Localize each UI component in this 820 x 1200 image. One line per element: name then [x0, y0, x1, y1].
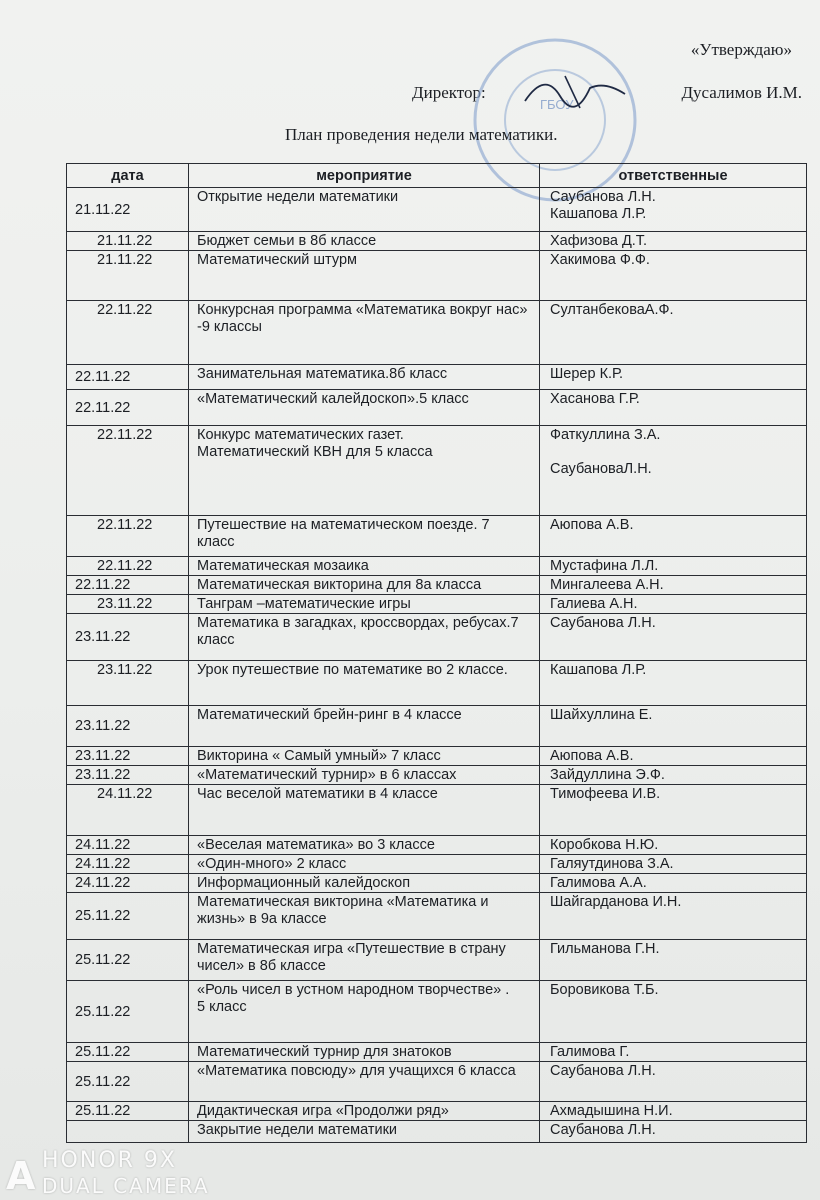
table-cell-event: Математическая игра «Путешествие в страну чисел» в 8б классе — [189, 940, 540, 981]
table-cell-responsible: СултанбековаА.Ф. — [540, 301, 807, 365]
table-cell-event: Урок путешествие по математике во 2 классе. — [189, 661, 540, 706]
table-cell-event: Открытие недели математики — [189, 188, 540, 232]
table-cell-date: 21.11.22 — [67, 251, 189, 301]
table-cell-responsible: Хафизова Д.Т. — [540, 232, 807, 251]
table-cell-event: Математическая викторина «Математика и жизнь» в 9а классе — [189, 893, 540, 940]
table-cell-responsible: Гильманова Г.Н. — [540, 940, 807, 981]
watermark-model: HONOR 9X — [42, 1148, 177, 1173]
table-cell-responsible: Зайдуллина Э.Ф. — [540, 766, 807, 785]
table-row — [67, 836, 807, 855]
table-cell-event: Информационный калейдоскоп — [189, 874, 540, 893]
table-row — [67, 426, 807, 516]
table-cell-date: 25.11.22 — [67, 981, 189, 1043]
table-cell-date: 23.11.22 — [67, 706, 189, 747]
honor-logo-icon: A — [6, 1154, 36, 1198]
approval-heading: «Утверждаю» — [690, 40, 792, 59]
director-signature — [520, 66, 630, 116]
table-cell-event: «Роль чисел в устном народном творчестве» . 5 класс — [189, 981, 540, 1043]
table-cell-responsible: Саубанова Л.Н. — [540, 614, 807, 661]
table-cell-date: 25.11.22 — [67, 1102, 189, 1121]
table-cell-responsible: Фаткуллина З.А. СаубановаЛ.Н. — [540, 426, 807, 516]
table-row — [67, 1062, 807, 1102]
stamp-text: ГБОУ — [540, 97, 574, 112]
table-cell-event: Танграм –математические игры — [189, 595, 540, 614]
table-cell-date: 22.11.22 — [67, 576, 189, 595]
table-cell-date: 25.11.22 — [67, 940, 189, 981]
table-row — [67, 706, 807, 747]
table-cell-date: 25.11.22 — [67, 1062, 189, 1102]
table-row — [67, 661, 807, 706]
table-row — [67, 232, 807, 251]
table-cell-event: Конкурсная программа «Математика вокруг нас» -9 классы — [189, 301, 540, 365]
table-cell-date: 25.11.22 — [67, 893, 189, 940]
table-cell-responsible: Аюпова А.В. — [540, 747, 807, 766]
table-cell-event: Закрытие недели математики — [189, 1121, 540, 1143]
table-cell-date: 23.11.22 — [67, 595, 189, 614]
table-row — [67, 576, 807, 595]
table-cell-date: 21.11.22 — [67, 188, 189, 232]
table-cell-event: «Веселая математика» во 3 классе — [189, 836, 540, 855]
column-header-responsible: ответственные — [540, 164, 807, 188]
table-cell-responsible: Саубанова Л.Н. — [540, 1062, 807, 1102]
table-cell-event: Занимательная математика.8б класс — [189, 365, 540, 390]
table-row — [67, 1102, 807, 1121]
table-row — [67, 1121, 807, 1143]
table-cell-responsible: Мингалеева А.Н. — [540, 576, 807, 595]
table-row — [67, 747, 807, 766]
table-cell-date: 22.11.22 — [67, 557, 189, 576]
table-cell-date: 23.11.22 — [67, 614, 189, 661]
table-row — [67, 595, 807, 614]
table-row — [67, 365, 807, 390]
table-cell-date: 23.11.22 — [67, 661, 189, 706]
table-row — [67, 614, 807, 661]
table-row — [67, 188, 807, 232]
table-cell-date: 22.11.22 — [67, 516, 189, 557]
table-row — [67, 390, 807, 426]
table-cell-event: Дидактическая игра «Продолжи ряд» — [189, 1102, 540, 1121]
plan-table — [66, 163, 807, 1143]
table-cell-responsible: Кашапова Л.Р. — [540, 661, 807, 706]
table-cell-responsible: Аюпова А.В. — [540, 516, 807, 557]
table-cell-responsible: Галяутдинова З.А. — [540, 855, 807, 874]
table-row — [67, 940, 807, 981]
table-cell-event: «Математический турнир» в 6 классах — [189, 766, 540, 785]
table-cell-responsible: Коробкова Н.Ю. — [540, 836, 807, 855]
table-cell-event: Математическая мозаика — [189, 557, 540, 576]
table-row — [67, 893, 807, 940]
table-cell-responsible: Хакимова Ф.Ф. — [540, 251, 807, 301]
table-header-row — [67, 164, 807, 188]
column-header-event: мероприятие — [189, 164, 540, 188]
table-row — [67, 874, 807, 893]
table-cell-responsible: Саубанова Л.Н. Кашапова Л.Р. — [540, 188, 807, 232]
table-cell-responsible: Галимова Г. — [540, 1043, 807, 1062]
table-cell-date: 23.11.22 — [67, 747, 189, 766]
table-cell-responsible: Шерер К.Р. — [540, 365, 807, 390]
table-cell-event: «Один-много» 2 класс — [189, 855, 540, 874]
table-cell-date: 21.11.22 — [67, 232, 189, 251]
table-cell-event: Математика в загадках, кроссвордах, ребусах.7 класс — [189, 614, 540, 661]
table-row — [67, 1043, 807, 1062]
table-cell-event: Математическая викторина для 8а класса — [189, 576, 540, 595]
table-cell-date: 23.11.22 — [67, 766, 189, 785]
table-row — [67, 785, 807, 836]
table-row — [67, 981, 807, 1043]
director-label: Директор: — [412, 83, 486, 102]
table-cell-event: Математический штурм — [189, 251, 540, 301]
table-cell-date: 24.11.22 — [67, 785, 189, 836]
table-cell-date — [67, 1121, 189, 1143]
table-cell-date: 25.11.22 — [67, 1043, 189, 1062]
table-cell-event: «Математический калейдоскоп».5 класс — [189, 390, 540, 426]
table-cell-responsible: Ахмадышина Н.И. — [540, 1102, 807, 1121]
table-cell-responsible: Тимофеева И.В. — [540, 785, 807, 836]
table-row — [67, 301, 807, 365]
table-cell-responsible: Шайгарданова И.Н. — [540, 893, 807, 940]
table-cell-date: 24.11.22 — [67, 836, 189, 855]
column-header-date: дата — [67, 164, 189, 188]
table-row — [67, 251, 807, 301]
table-cell-responsible: Боровикова Т.Б. — [540, 981, 807, 1043]
table-cell-date: 22.11.22 — [67, 365, 189, 390]
table-row — [67, 766, 807, 785]
plan-title: План проведения недели математики. — [285, 125, 558, 144]
table-cell-responsible: Хасанова Г.Р. — [540, 390, 807, 426]
table-cell-event: «Математика повсюду» для учащихся 6 класса — [189, 1062, 540, 1102]
table-cell-responsible: Галиева А.Н. — [540, 595, 807, 614]
table-cell-date: 22.11.22 — [67, 390, 189, 426]
watermark-camera: DUAL CAMERA — [42, 1174, 210, 1198]
table-body — [67, 188, 807, 1143]
table-cell-date: 22.11.22 — [67, 301, 189, 365]
table-cell-date: 24.11.22 — [67, 874, 189, 893]
table-row — [67, 557, 807, 576]
table-cell-event: Математический брейн-ринг в 4 классе — [189, 706, 540, 747]
director-name: Дусалимов И.М. — [681, 83, 802, 102]
table-cell-event: Путешествие на математическом поезде. 7 класс — [189, 516, 540, 557]
table-row — [67, 516, 807, 557]
table-cell-event: Час веселой математики в 4 классе — [189, 785, 540, 836]
table-cell-responsible: Шайхуллина Е. — [540, 706, 807, 747]
table-cell-responsible: Саубанова Л.Н. — [540, 1121, 807, 1143]
table-row — [67, 855, 807, 874]
table-cell-event: Математический турнир для знатоков — [189, 1043, 540, 1062]
table-cell-event: Конкурс математических газет. Математический КВН для 5 класса — [189, 426, 540, 516]
table-cell-event: Бюджет семьи в 8б классе — [189, 232, 540, 251]
table-cell-responsible: Галимова А.А. — [540, 874, 807, 893]
table-cell-responsible: Мустафина Л.Л. — [540, 557, 807, 576]
table-cell-date: 22.11.22 — [67, 426, 189, 516]
table-cell-event: Викторина « Самый умный» 7 класс — [189, 747, 540, 766]
table-cell-date: 24.11.22 — [67, 855, 189, 874]
